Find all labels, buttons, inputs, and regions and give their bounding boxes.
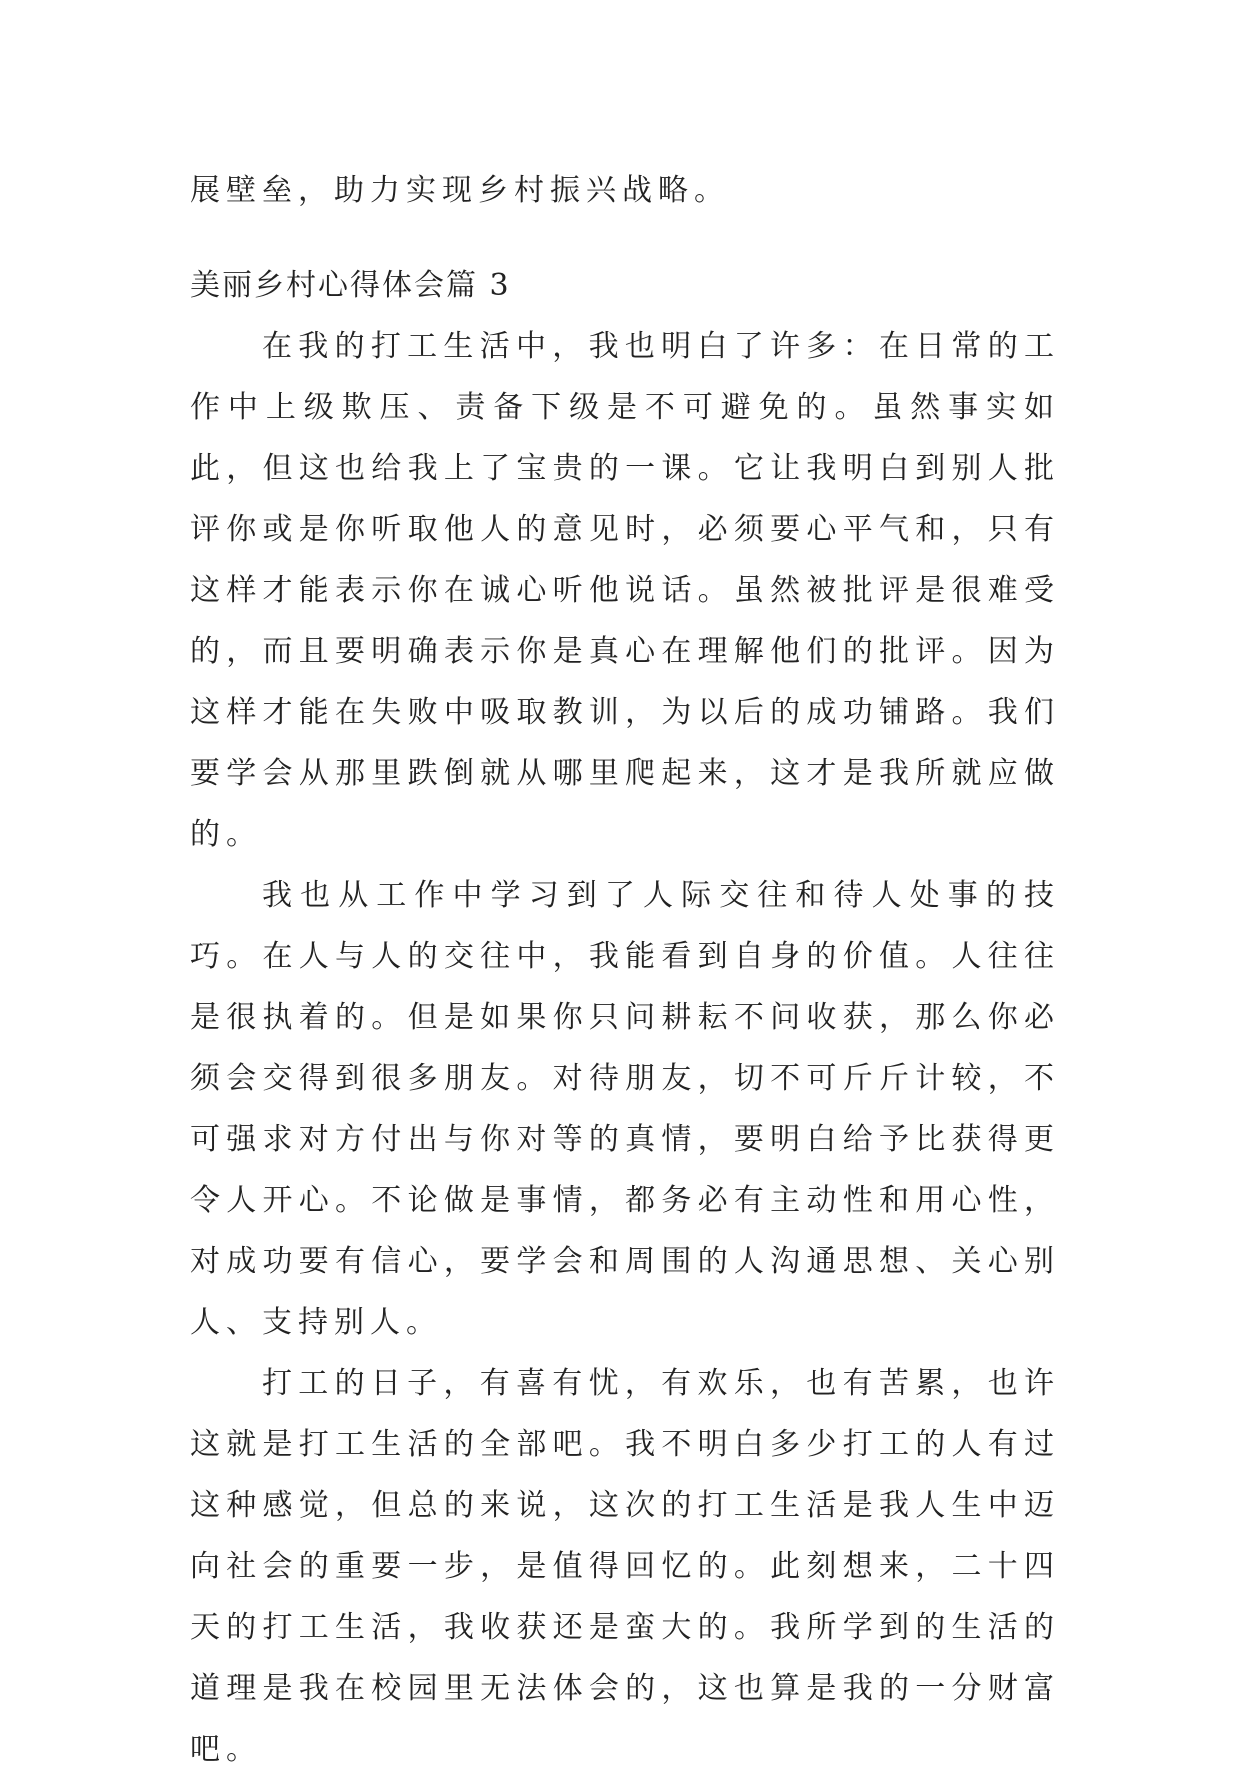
body-paragraph-2: 我也从工作中学习到了人际交往和待人处事的技巧。在人与人的交往中，我能看到自身的价值。人往往是很执着的。但是如果你只问耕耘不问收获，那么你必须会交得到很多朋友。对待朋友，切不可斤斤计较，不可强求对方付出与你对等的真情，要明白给予比获得更令人开心。不论做是事情，都务必有主动性和用心性，对成功要有信心，要学会和周围的人沟通思想、关心别人、支持别人。 — [190, 878, 1060, 1340]
body-paragraph-1: 在我的打工生活中，我也明白了许多：在日常的工作中上级欺压、责备下级是不可避免的。虽然事实如此，但这也给我上了宝贵的一课。它让我明白到别人批评你或是你听取他人的意见时，必须要心平气和，只有这样才能表示你在诚心听他说话。虽然被批评是很难受的，而且要明确表示你是真心在理解他们的批评。因为这样才能在失败中吸取教训，为以后的成功铺路。我们要学会从那里跌倒就从哪里爬起来，这才是我所就应做的。 — [190, 329, 1060, 852]
section-spacer — [190, 221, 1060, 255]
carry-over-paragraph: 展壁垒，助力实现乡村振兴战略。 — [190, 173, 730, 208]
body-paragraph-3: 打工的日子，有喜有忧，有欢乐，也有苦累，也许这就是打工生活的全部吧。我不明白多少打工的人有过这种感觉，但总的来说，这次的打工生活是我人生中迈向社会的重要一步，是值得回忆的。此刻想来，二十四天的打工生活，我收获还是蛮大的。我所学到的生活的道理是我在校园里无法体会的，这也算是我的一分财富吧。 — [190, 1366, 1060, 1767]
section-title: 美丽乡村心得体会篇 3 — [190, 268, 511, 303]
document-body — [190, 160, 1060, 1780]
